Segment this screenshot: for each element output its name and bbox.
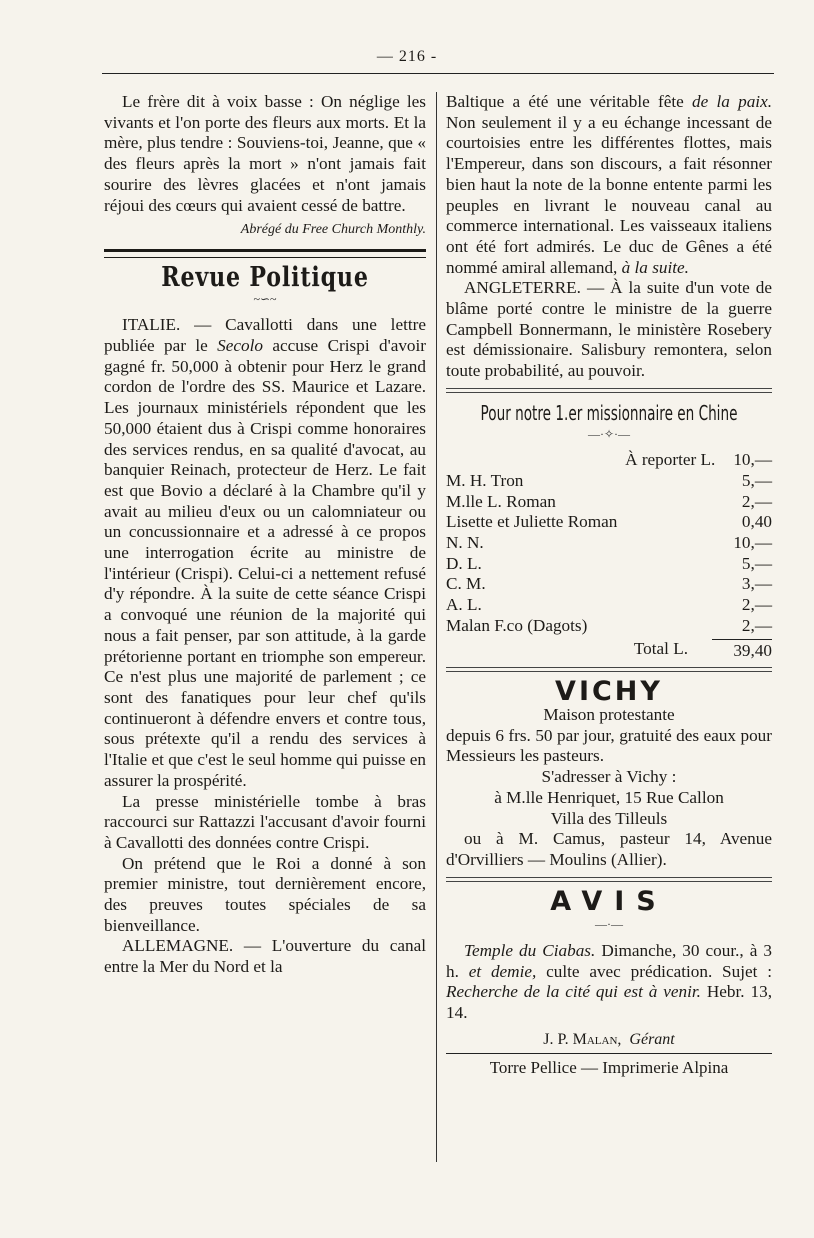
allemagne-continued — [446, 92, 772, 278]
angleterre-paragraph: ANGLETERRE. — À la suite d'un vote de blâme porté contre le ministre de la guerre Campbell Bonnermann, le ministère Rosebery est démissionaire. Salisbury remontera, selon toute probabilité, au pouvoir. — [446, 278, 772, 381]
ledger-name: C. M. — [446, 574, 486, 594]
mission-rule — [446, 388, 772, 393]
cont-text-1: Baltique a été une véritable fête — [446, 92, 684, 111]
printer-line: Torre Pellice — Imprimerie Alpina — [489, 1057, 729, 1077]
gerant-name: J. P. Malan, — [543, 1030, 622, 1048]
donation-ledger — [446, 450, 772, 661]
ledger-name: Lisette et Juliette Roman — [446, 512, 618, 532]
ledger-amount: 0,40 — [741, 512, 772, 532]
avis-em-2: et demie, — [468, 961, 537, 981]
vichy-subtitle: Maison protestante — [543, 704, 675, 724]
attribution — [104, 220, 426, 241]
gerant-line — [446, 1030, 772, 1054]
ledger-amount: 5,— — [741, 470, 772, 490]
vichy-address-2: à M.lle Henriquet, 15 Rue Callon — [494, 787, 724, 807]
vichy-rule — [446, 667, 772, 672]
ledger-name: Malan F.co (Dagots) — [446, 615, 588, 635]
ledger-name: M.lle L. Roman — [446, 491, 556, 511]
ledger-row — [446, 533, 772, 554]
right-column — [446, 92, 772, 1095]
ledger-amount: 10,— — [733, 533, 772, 553]
intro-paragraph: Le frère dit à voix basse : On néglige les vivants et l'on porte des fleurs aux morts. Et la mère, plus tendre : Souviens-toi, Jeanne, que « des fleurs après la mort » n'ont jamais fait sourire des lèvres glacées et n'ont jamais réjoui des cœurs qui avaient cessé de battre. — [104, 92, 426, 215]
cont-em-1: de la paix. — [692, 92, 773, 111]
avis-body — [446, 941, 772, 1024]
section-title: Revue Politique — [161, 261, 369, 293]
avis-title: AVIS — [550, 885, 668, 917]
vichy-address-3: Villa des Tilleuls — [550, 808, 668, 828]
column-divider — [436, 92, 437, 1162]
italie-text-1: ITALIE. — Cavallotti dans une lettre publiée par le — [104, 315, 426, 356]
header-rule — [102, 73, 774, 74]
ornament: ~∽~ — [253, 291, 277, 306]
gerant-role: Gérant — [629, 1030, 675, 1048]
ledger-name: A. L. — [446, 595, 482, 615]
italie-newspaper: Secolo — [217, 336, 263, 356]
report-label: À reporter L. — [625, 450, 716, 470]
avis-rule — [446, 877, 772, 882]
left-column — [104, 92, 426, 978]
ledger-amount: 5,— — [741, 553, 772, 573]
ledger-amount: 2,— — [741, 595, 772, 615]
avis-text-1: Dimanche, 30 cour., à 3 h. — [446, 941, 773, 981]
avis-em-3: Recherche de la cité qui est à venir. — [446, 982, 701, 1002]
ledger-total-row — [446, 639, 772, 662]
ledger-amount: 2,— — [741, 615, 772, 635]
ledger-name: M. H. Tron — [446, 470, 524, 490]
ornament: —·— — [595, 917, 623, 932]
vichy-address-1: S'adresser à Vichy : — [541, 767, 677, 787]
attribution-source: Free Church Monthly. — [302, 222, 426, 238]
ledger-row — [446, 616, 772, 637]
ledger-row — [446, 574, 772, 595]
presse-paragraph: La presse ministérielle tombe à bras raccourci sur Rattazzi l'accusant d'avoir fourni à Cavallotti des données contre Crispi. — [104, 791, 426, 852]
page-number: — 216 - — [376, 48, 438, 65]
total-label: Total L. — [633, 638, 688, 658]
ledger-row — [446, 595, 772, 616]
roi-paragraph: On prétend que le Roi a donné à son premier ministre, tout dernièrement encore, des preuves toutes spéciales de sa bienveillance. — [104, 853, 426, 935]
ledger-amount: 3,— — [741, 574, 772, 594]
ledger-name: N. N. — [446, 533, 484, 553]
avis-text-2: culte avec prédication. Sujet : — [546, 961, 772, 981]
total-amount: 39,40 — [712, 639, 772, 662]
italie-text-2: accuse Crispi d'avoir gagné fr. 50,000 à obtenir pour Herz le grand cordon de l'ordre des SS. Maurice et Lazare. Les journaux ministériels répondent que les 50,000 étaient dus à Crispi comme honoraires des services rendus, en sa qualité d'avocat, au banquier Reinach, protecteur de Herz. Le fait est que Bovio a déclaré à la Chambre qu'il y avait au milieu d'eux ou un calomniateur ou un concussionnaire et a adressé à ce propos une interrogation écrite au ministre de l'intérieur (Crispi). Celui-ci a nettement refusé d'y répondre. À la suite de cette séance Crispi a convoqué une réunion de la majorité qui nous a fait penser, par son attitude, à la garde prétorienne portant en triomphe son empereur. Ce n'est plus une majorité de parlement ; ce sont des fanatiques pour leur chef qu'ils continueront à défendre envers et contre tous, sous prétexte qu'il a rendu des services à l'Italie et que c'est le seul homme qui puisse en assurer la prospérité. — [104, 336, 427, 790]
avis-text-3: Hebr. 13, 14. — [446, 982, 772, 1023]
ledger-name: D. L. — [446, 553, 482, 573]
vichy-address-4: ou à M. Camus, pasteur 14, Avenue d'Orvilliers — Moulins (Allier). — [446, 829, 772, 869]
mission-title: Pour notre 1.er missionnaire en Chine — [480, 400, 738, 425]
ledger-row — [446, 471, 772, 492]
ornament: —·✧·— — [587, 426, 631, 441]
vichy-body: depuis 6 frs. 50 par jour, gratuité des eaux pour Messieurs les pasteurs. — [446, 725, 772, 766]
attribution-prefix: Abrégé du — [240, 222, 299, 238]
ledger-row — [446, 554, 772, 575]
ledger-report-row — [446, 450, 772, 471]
italie-paragraph — [104, 315, 426, 791]
section-rule — [104, 249, 426, 258]
ledger-row — [446, 492, 772, 513]
report-amount: 10,— — [733, 450, 772, 470]
ledger-row — [446, 512, 772, 533]
avis-em-1: Temple du Ciabas. — [464, 941, 596, 961]
cont-em-2: à la suite. — [621, 257, 689, 277]
cont-text-2: Non seulement il y a eu échange incessant de courtoisies entre les différentes flottes, mais l'Empereur, dans son discours, a fait résonner bien haut la note de la bonne entente parmi les peuples en livrant le nouveau canal au commerce international. Les vaisseaux italiens ont été fort admirés. Le duc de Gênes a été nommé amiral allemand, — [446, 112, 772, 277]
ledger-amount: 2,— — [741, 491, 772, 511]
allemagne-paragraph: ALLEMAGNE. — L'ouverture du canal entre la Mer du Nord et la — [104, 936, 426, 977]
vichy-title: VICHY — [555, 676, 663, 708]
